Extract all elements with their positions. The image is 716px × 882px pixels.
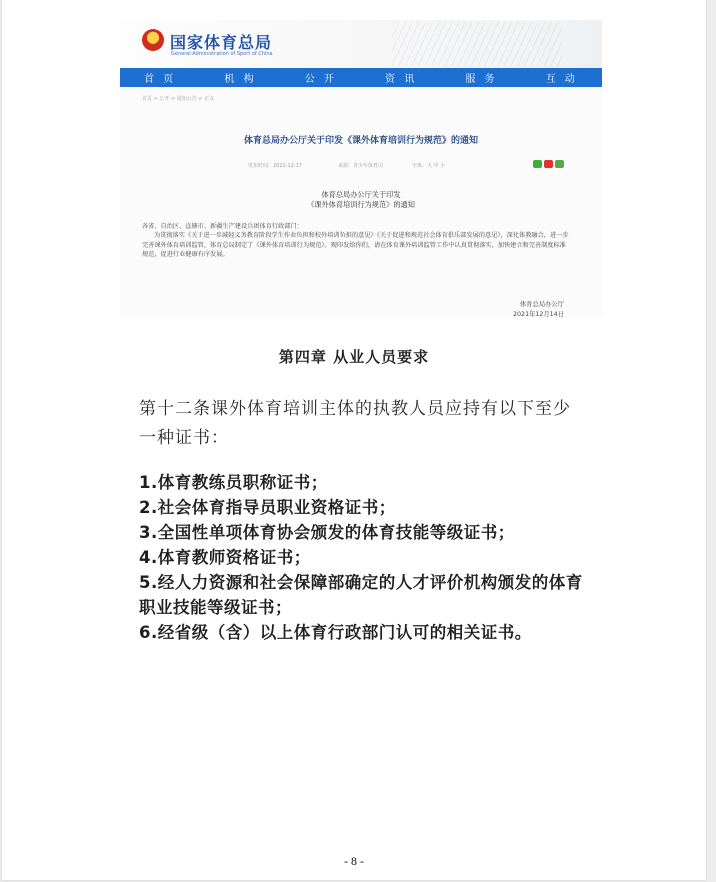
- list-item: 6.经省级（含）以上体育行政部门认可的相关证书。: [139, 623, 532, 642]
- salutation: 各省、自治区、直辖市、新疆生产建设兵团体育行政部门：: [142, 223, 303, 230]
- national-emblem-icon: [142, 29, 164, 51]
- notice-paragraph: 为贯彻落实《关于进一步减轻义务教育阶段学生作业负担和校外培训负担的意见》《关于促进和规范社会体育俱乐部发展的意见》，深化体教融合，进一步完善课外体育培训监管，体育总局制定了《课外体育培训行为规范》。现印发给你们，请在体育课外培训监管工作中认真贯彻落实，加快建立和完善制度标准规范，促进行业健康有序发展。: [142, 232, 569, 259]
- share-buttons: [533, 160, 564, 168]
- notice-body: [142, 222, 570, 260]
- site-header: [120, 20, 602, 68]
- nav-organization[interactable]: 机 构: [224, 74, 257, 85]
- list-item: 1.体育教练员职称证书；: [139, 473, 328, 492]
- meta-font-size: 字体：大 中 小: [412, 163, 446, 169]
- page-number: - 8 -: [344, 854, 364, 868]
- breadcrumb: 首页 > 公开 > 通知公告 > 正文: [142, 96, 215, 102]
- weibo-share-icon[interactable]: [544, 160, 553, 168]
- site-subtitle: General Administration of Sport of China: [171, 51, 273, 57]
- sign-date: 2021年12月14日: [513, 311, 564, 318]
- article-intro: 第十二条课外体育培训主体的执教人员应持有以下至少一种证书：: [139, 399, 571, 448]
- list-item: 5.经人力资源和社会保障部确定的人才评价机构颁发的体育职业技能等级证书；: [139, 573, 583, 617]
- nav-public[interactable]: 公 开: [304, 74, 337, 85]
- notice-title-line2: 《课外体育培训行为规范》的通知: [307, 200, 415, 209]
- meta-date: 发布时间：2021-12-17: [248, 163, 303, 169]
- certificate-list: [139, 470, 589, 645]
- nav-home[interactable]: 首 页: [144, 74, 177, 85]
- list-item: 3.全国性单项体育协会颁发的体育技能等级证书；: [139, 523, 515, 542]
- article-title: 体育总局办公厅关于印发《课外体育培训行为规范》的通知: [243, 136, 478, 146]
- meta-source: 来源：青少年体育司: [338, 163, 384, 169]
- nav-news[interactable]: 资 讯: [385, 74, 418, 85]
- nav-interaction[interactable]: 互 动: [545, 74, 578, 85]
- site-navbar: [120, 68, 602, 87]
- chapter-heading: 第四章 从业人员要求: [278, 348, 430, 366]
- sign-org: 体育总局办公厅: [519, 301, 564, 308]
- list-item: 4.体育教师资格证书；: [139, 548, 311, 567]
- notice-title: [120, 190, 602, 210]
- nav-service[interactable]: 服 务: [465, 74, 498, 85]
- document-page: [2, 0, 706, 880]
- share-icon[interactable]: [555, 160, 564, 168]
- site-title: 国家体育总局: [170, 33, 273, 52]
- signature-block: [513, 300, 564, 318]
- list-item: 2.社会体育指导员职业资格证书；: [139, 498, 396, 517]
- header-decoration: [392, 22, 562, 66]
- wechat-share-icon[interactable]: [533, 160, 542, 168]
- website-screenshot: [120, 20, 602, 318]
- article-meta: [120, 162, 602, 170]
- notice-title-line1: 体育总局办公厅关于印发: [321, 190, 401, 199]
